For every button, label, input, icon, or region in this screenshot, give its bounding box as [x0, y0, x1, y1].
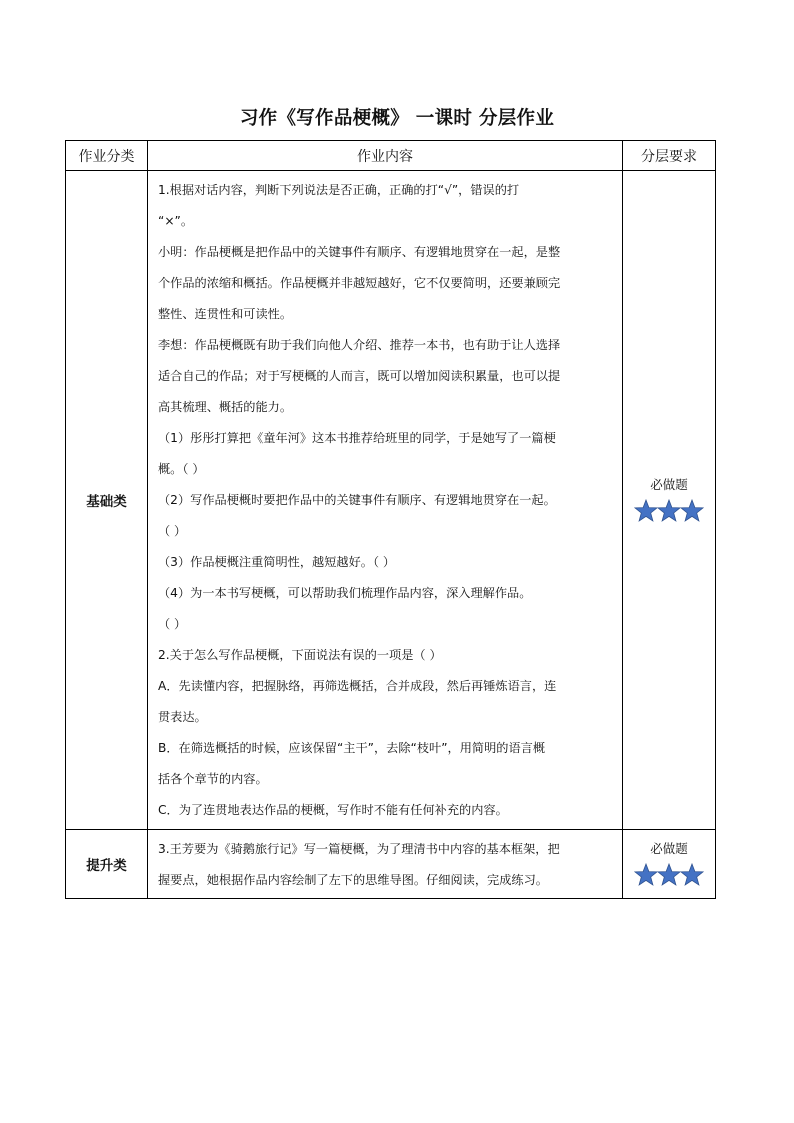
content-line: “×”。 [158, 214, 194, 228]
content-line: 2.关于怎么写作品梗概，下面说法有误的一项是（ ） [158, 648, 442, 662]
content-basic [148, 171, 623, 830]
content-line: 李想：作品梗概既有助于我们向他人介绍、推荐一本书，也有助于让人选择 [158, 338, 561, 352]
content-line: B．在筛选概括的时候，应该保留“主干”，去除“枝叶”，用简明的语言概 [158, 741, 546, 755]
content-line: 小明：作品梗概是把作品中的关键事件有顺序、有逻辑地贯穿在一起，是整 [158, 245, 561, 259]
content-line: 1.根据对话内容，判断下列说法是否正确，正确的打“√”，错误的打 [158, 183, 520, 197]
star-rating [635, 499, 704, 525]
content-line: 适合自己的作品；对于写梗概的人而言，既可以增加阅读积累量，也可以提 [158, 369, 561, 383]
page-title: 习作《写作品梗概》 一课时 分层作业 [239, 108, 555, 129]
content-line: （ ） [158, 617, 187, 631]
content-line: C．为了连贯地表达作品的梗概，写作时不能有任何补充的内容。 [158, 803, 508, 817]
star-icon [680, 863, 704, 886]
content-line: 概。（ ） [158, 462, 205, 476]
header-category: 作业分类 [66, 141, 148, 171]
table-header-row [66, 141, 716, 171]
content-line: 整性、连贯性和可读性。 [158, 307, 293, 321]
content-line: 3.王芳要为《骑鹅旅行记》写一篇梗概，为了理清书中内容的基本框架，把 [158, 842, 560, 856]
content-line: （ ） [158, 524, 187, 538]
star-icon [634, 863, 658, 886]
content-line: 贯表达。 [158, 710, 207, 724]
header-requirement: 分层要求 [623, 141, 716, 171]
requirement-basic [623, 171, 716, 830]
requirement-label: 必做题 [650, 841, 688, 856]
content-line: 高其梳理、概括的能力。 [158, 400, 293, 414]
content-line: 括各个章节的内容。 [158, 772, 268, 786]
header-content: 作业内容 [148, 141, 623, 171]
content-advanced [148, 830, 623, 899]
table-row-basic [66, 171, 716, 830]
content-line: 握要点，她根据作品内容绘制了左下的思维导图。仔细阅读，完成练习。 [158, 873, 548, 887]
content-line: （2）写作品梗概时要把作品中的关键事件有顺序、有逻辑地贯穿在一起。 [158, 493, 556, 507]
homework-table [65, 140, 716, 899]
content-line: （1）彤彤打算把《童年河》这本书推荐给班里的同学，于是她写了一篇梗 [158, 431, 556, 445]
category-advanced: 提升类 [66, 830, 148, 899]
star-icon [657, 863, 681, 886]
category-basic: 基础类 [66, 171, 148, 830]
requirement-label: 必做题 [650, 477, 688, 492]
content-line: A．先读懂内容，把握脉络，再筛选概括，合并成段，然后再锤炼语言，连 [158, 679, 557, 693]
content-line: （4）为一本书写梗概，可以帮助我们梳理作品内容，深入理解作品。 [158, 586, 532, 600]
star-icon [657, 499, 681, 522]
star-icon [634, 499, 658, 522]
content-line: 个作品的浓缩和概括。作品梗概并非越短越好，它不仅要简明，还要兼顾完 [158, 276, 561, 290]
requirement-advanced [623, 830, 716, 899]
star-rating [635, 863, 704, 889]
content-line: （3）作品梗概注重简明性，越短越好。（ ） [158, 555, 396, 569]
star-icon [680, 499, 704, 522]
table-row-advanced [66, 830, 716, 899]
